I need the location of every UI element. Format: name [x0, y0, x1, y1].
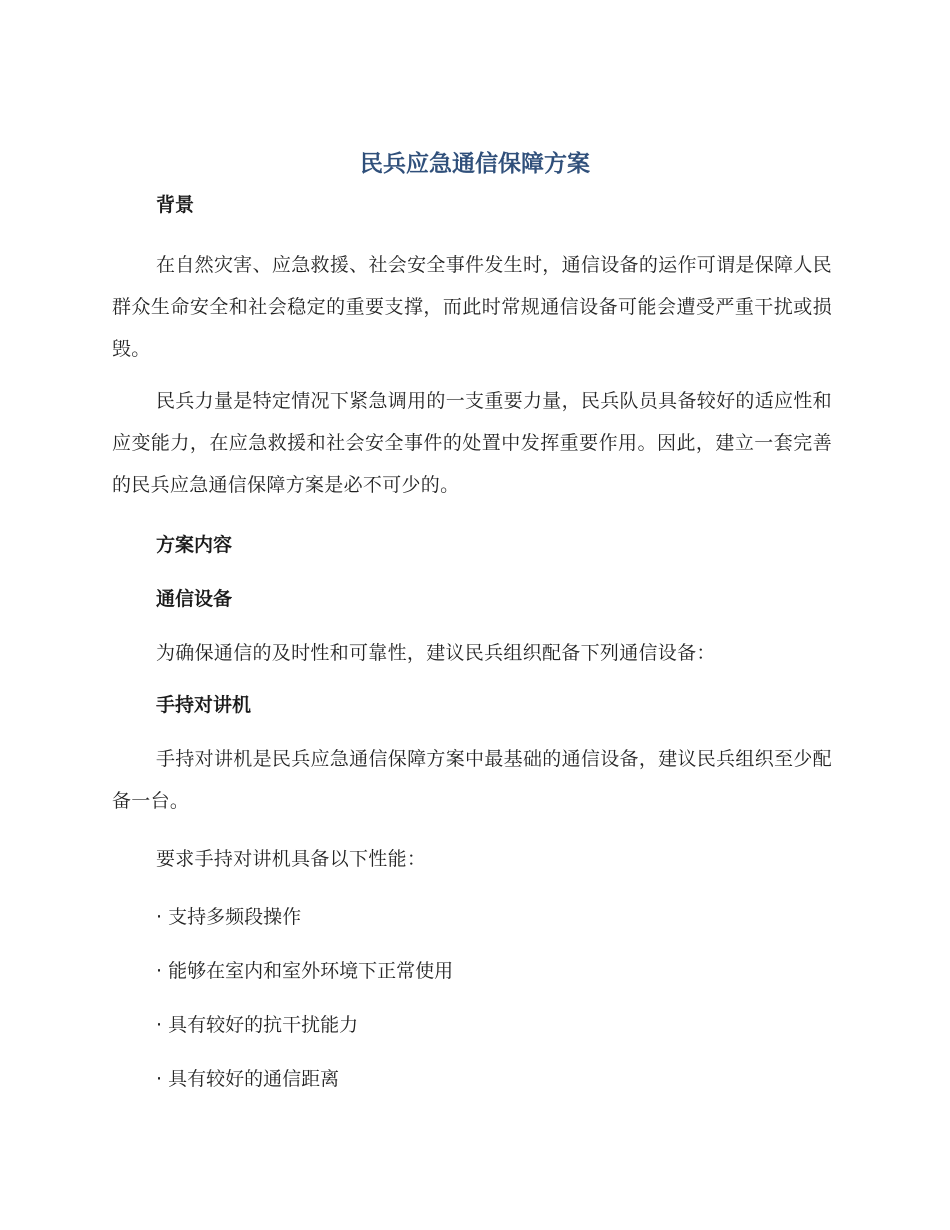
heading-equipment: 通信设备	[156, 588, 233, 610]
list-item: · 具有较好的通信距离	[156, 1068, 340, 1090]
document-title: 民兵应急通信保障方案	[360, 151, 590, 177]
paragraph-equipment: 为确保通信的及时性和可靠性，建议民兵组织配备下列通信设备：	[156, 642, 716, 664]
list-item: · 具有较好的抗干扰能力	[156, 1014, 359, 1036]
heading-walkie-talkie: 手持对讲机	[156, 694, 252, 716]
paragraph-walkie-2: 要求手持对讲机具备以下性能：	[156, 848, 427, 870]
paragraph-background-1: 在自然灾害、应急救援、社会安全事件发生时，通信设备的运作可谓是保障人民群众生命安全和社会稳定的重要支撑，而此时常规通信设备可能会遭受严重干扰或损毁。	[112, 254, 832, 360]
list-item: · 支持多频段操作	[156, 906, 302, 928]
heading-plan-content: 方案内容	[156, 534, 233, 556]
heading-background: 背景	[156, 194, 195, 216]
paragraph-background-2: 民兵力量是特定情况下紧急调用的一支重要力量，民兵队员具备较好的适应性和应变能力，在应急救援和社会安全事件的处置中发挥重要作用。因此，建立一套完善的民兵应急通信保障方案是必不可少的。	[112, 390, 832, 496]
list-item: · 能够在室内和室外环境下正常使用	[156, 960, 454, 982]
document-body	[112, 190, 832, 1094]
paragraph-walkie-1: 手持对讲机是民兵应急通信保障方案中最基础的通信设备，建议民兵组织至少配备一台。	[112, 748, 832, 812]
